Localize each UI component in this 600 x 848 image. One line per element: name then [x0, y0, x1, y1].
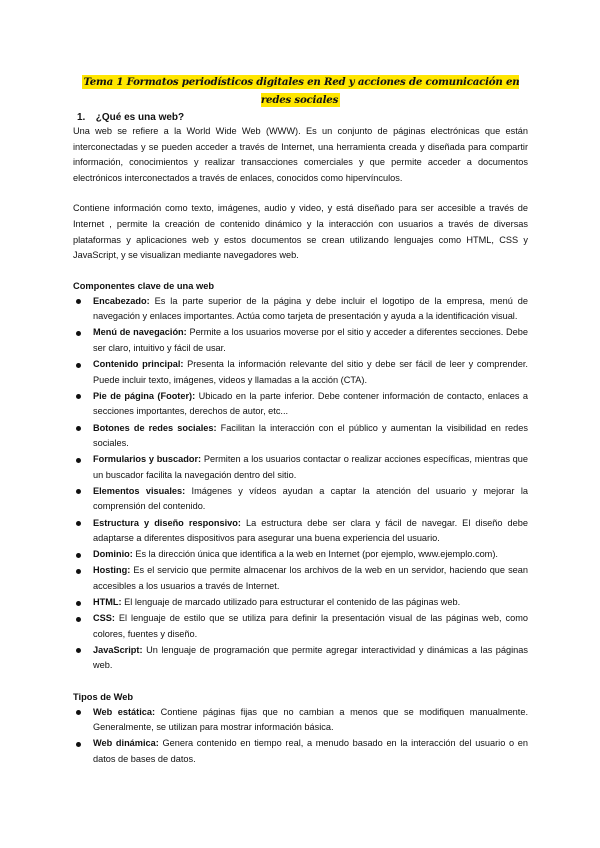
item-text: Es el servicio que permite almacenar los archivos de la web en un servidor, haciendo que sean accesibles a los usuarios a través de Internet.	[93, 565, 528, 591]
item-text: Genera contenido en tiempo real, a menudo basado en la interacción del usuario o en datos de bases de datos.	[93, 738, 528, 764]
bullet-icon	[76, 521, 81, 526]
bullet-icon	[76, 489, 81, 494]
bullet-icon	[76, 617, 81, 622]
components-heading: Componentes clave de una web	[73, 280, 215, 291]
list-item	[73, 736, 528, 767]
item-text: Facilitan la interacción con el público y aumentan la visibilidad en redes sociales.	[93, 422, 528, 449]
section-title: ¿Qué es una web?	[95, 112, 185, 123]
item-term: Pie de página (Footer):	[93, 390, 196, 401]
section-number: 1.	[77, 112, 86, 123]
list-item	[73, 595, 528, 611]
item-text: Un lenguaje de programación que permite agregar interactividad y dinámicas a las páginas web.	[93, 644, 528, 671]
bullet-icon	[76, 569, 81, 574]
document-title	[73, 72, 528, 108]
list-item	[73, 484, 528, 515]
item-term: JavaScript:	[93, 644, 143, 655]
list-item	[73, 389, 528, 420]
bullet-icon	[76, 553, 81, 558]
list-item	[73, 563, 528, 594]
item-term: Encabezado:	[93, 295, 150, 306]
bullet-icon	[76, 648, 81, 653]
item-term: Botones de redes sociales:	[93, 422, 217, 433]
bullet-icon	[76, 426, 81, 431]
list-item	[73, 705, 528, 736]
item-text: El lenguaje de marcado utilizado para estructurar el contenido de las páginas web.	[121, 597, 461, 608]
title-highlight: Tema 1 Formatos periodísticos digitales en Red y acciones de comunicación en redes sociales	[83, 76, 520, 106]
item-text: Presenta la información relevante del sitio y debe ser fácil de leer y comprender. Puede incluir texto, imágenes, videos y llamadas a la acción (CTA).	[93, 359, 528, 385]
item-term: Web estática:	[93, 706, 156, 717]
item-text: Permiten a los usuarios contactar o realizar acciones específicas, mientras que un buscador facilita la navegación dentro del sitio.	[93, 454, 528, 480]
item-term: Elementos visuales:	[93, 485, 186, 496]
bullet-icon	[76, 363, 81, 368]
intro-paragraph-2: Contiene información como texto, imágenes, audio y video, y está diseñado para ser accesible a través de Internet , permite la creación de contenido dinámico y la interacción con usuarios a través de diversas plataformas y aplicaciones web y estos documentos se crean utilizando lenguajes como HTML, CSS y JavaScript, y se visualizan mediante navegadores web.	[73, 203, 528, 261]
list-item	[73, 611, 528, 642]
bullet-icon	[76, 742, 81, 747]
list-item	[73, 294, 528, 325]
item-term: Web dinámica:	[93, 738, 159, 749]
bullet-icon	[76, 331, 81, 336]
item-term: Hosting:	[93, 565, 131, 576]
bullet-icon	[76, 394, 81, 399]
bullet-icon	[76, 458, 81, 463]
section-heading	[77, 112, 528, 123]
item-term: Formularios y buscador:	[93, 454, 202, 465]
item-term: HTML:	[93, 597, 122, 608]
item-term: Dominio:	[93, 549, 133, 560]
list-item	[73, 516, 528, 547]
intro-paragraph-1: Una web se refiere a la World Wide Web (WWW). Es un conjunto de páginas electrónicas que están interconectadas y se pueden acceder a través de Internet, una herramienta creada y diseñada para compartir información, conocimientos y realizar transacciones comerciales y que permite acceder a documentos electrónicos interconectados a través de enlaces, conocidos como hipervínculos.	[73, 126, 528, 183]
item-term: Menú de navegación:	[93, 327, 187, 338]
types-heading: Tipos de Web	[73, 691, 134, 702]
list-item	[73, 452, 528, 483]
bullet-icon	[76, 299, 81, 304]
item-text: Permite a los usuarios moverse por el sitio y acceder a diferentes secciones. Debe ser claro, intuitivo y fácil de usar.	[93, 327, 528, 354]
item-text: Contiene páginas fijas que no cambian a menos que se modifiquen manualmente. Generalmente, se utilizan para mostrar información básica.	[93, 706, 529, 733]
item-text: Es la dirección única que identifica a la web en Internet (por ejemplo, www.ejemplo.com).	[132, 549, 498, 560]
item-term: Estructura y diseño responsivo:	[93, 517, 241, 528]
item-text: El lenguaje de estilo que se utiliza para definir la presentación visual de las páginas web, como colores, fuentes y diseño.	[93, 613, 528, 639]
bullet-icon	[76, 710, 81, 715]
item-text: Imágenes y vídeos ayudan a captar la atención del usuario y mejorar la comprensión del contenido.	[93, 485, 528, 512]
list-item	[73, 325, 528, 356]
item-term: Contenido principal:	[93, 359, 184, 370]
item-text: Es la parte superior de la página y debe incluir el logotipo de la empresa, menú de navegación y enlaces importantes. Actúa como tarjeta de presentación y ayuda a la identificación visual.	[93, 295, 528, 322]
item-text: Ubicado en la parte inferior. Debe contener información de contacto, enlaces a secciones importantes, derechos de autor, etc...	[93, 390, 528, 417]
types-list	[73, 705, 528, 768]
list-item	[73, 643, 528, 674]
list-item	[73, 357, 528, 388]
item-term: CSS:	[93, 613, 115, 624]
bullet-icon	[76, 601, 81, 606]
list-item	[73, 421, 528, 452]
list-item	[73, 547, 528, 563]
item-text: La estructura debe ser clara y fácil de navegar. El diseño debe adaptarse a diferentes dispositivos para asegurar una buena experiencia del usuario.	[93, 517, 528, 544]
components-list	[73, 294, 528, 674]
